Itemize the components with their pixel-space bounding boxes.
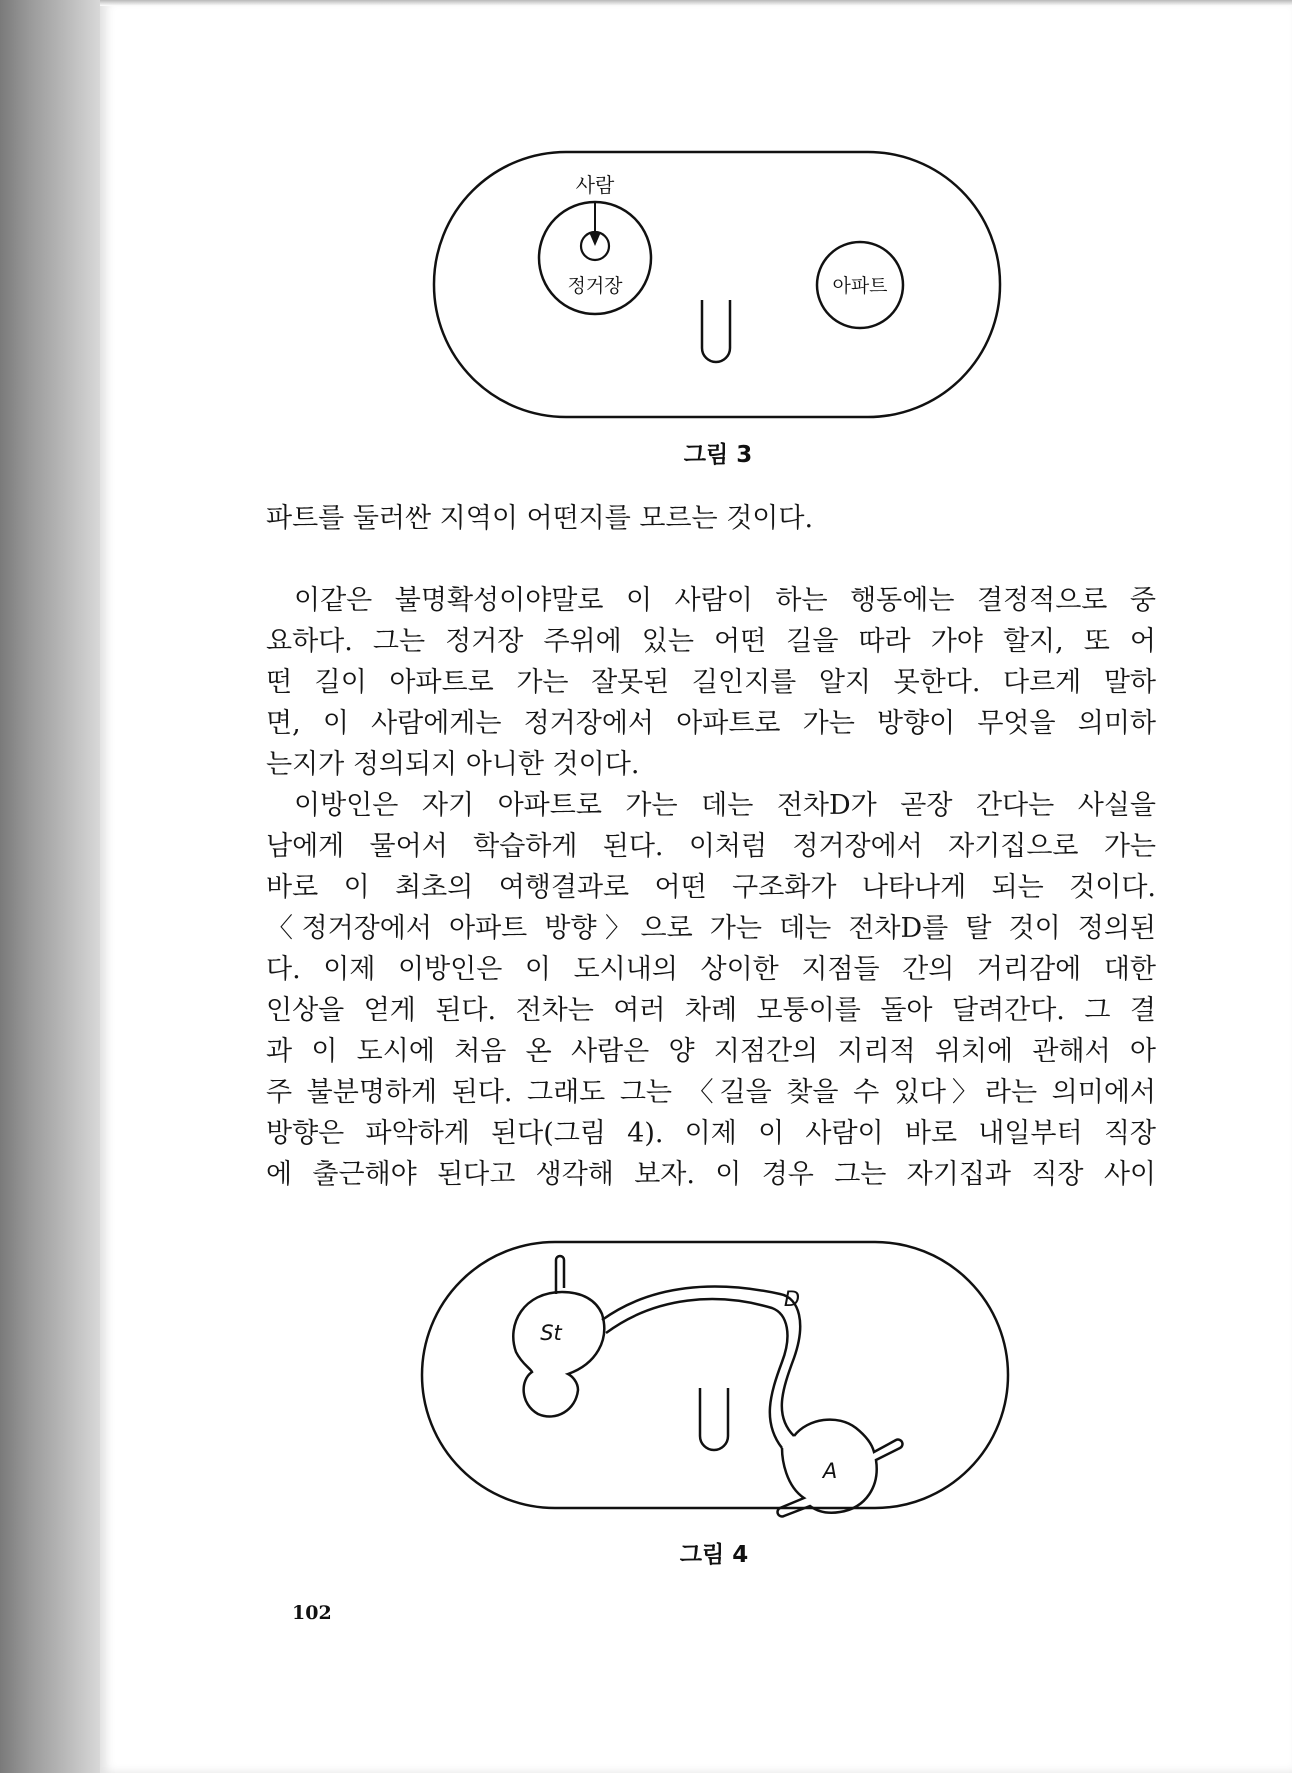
city-boundary bbox=[422, 1242, 1008, 1508]
text-line: 다. 이제 이방인은 이 도시내의 상이한 지점들 간의 거리감에 대한 bbox=[266, 954, 1156, 985]
text-line: 이방인은 자기 아파트로 가는 데는 전차D가 곧장 간다는 사실을 bbox=[294, 790, 1156, 821]
tram-label: D bbox=[783, 1287, 801, 1311]
text-line: 요하다. 그는 정거장 주위에 있는 어떤 길을 따라 가야 할지, 또 어 bbox=[266, 626, 1156, 657]
text-line: 는지가 정의되지 아니한 것이다. bbox=[266, 749, 640, 780]
person-label: 사람 bbox=[575, 173, 615, 197]
station-label: St bbox=[540, 1321, 562, 1345]
page-number: 102 bbox=[292, 1602, 332, 1624]
city-boundary bbox=[434, 152, 1000, 417]
tram-route-outer bbox=[606, 1299, 787, 1448]
apartment-blob bbox=[778, 1420, 903, 1517]
text-line: 남에게 물어서 학습하게 된다. 이처럼 정거장에서 자기집으로 가는 bbox=[266, 831, 1156, 862]
figure-4-diagram bbox=[420, 1240, 1010, 1520]
figure-3-caption: 그림 3 bbox=[683, 442, 753, 468]
text-line: 이같은 불명확성이야말로 이 사람이 하는 행동에는 결정적으로 중 bbox=[294, 585, 1156, 616]
person-arrow-head bbox=[589, 232, 601, 246]
apartment-label: 아파트 bbox=[832, 275, 888, 297]
text-line: 면, 이 사람에게는 정거장에서 아파트로 가는 방향이 무엇을 의미하 bbox=[266, 708, 1156, 739]
station-label: 정거장 bbox=[567, 275, 623, 297]
station-blob bbox=[513, 1292, 604, 1417]
figure-3-diagram bbox=[432, 150, 1002, 425]
book-spine-edge bbox=[0, 0, 100, 1773]
body-text bbox=[266, 580, 1156, 1195]
text-line: 주 불분명하게 된다. 그래도 그는 〈길을 찾을 수 있다〉라는 의미에서 bbox=[266, 1077, 1156, 1108]
text-line: 〈정거장에서 아파트 방향〉으로 가는 데는 전차D를 탈 것이 정의된 bbox=[266, 913, 1156, 944]
station-spur bbox=[556, 1256, 564, 1294]
page-top-shadow bbox=[100, 0, 1292, 6]
apartment-label: A bbox=[822, 1459, 838, 1483]
figure-4-caption: 그림 4 bbox=[679, 1542, 749, 1568]
text-line: 바로 이 최초의 여행결과로 어떤 구조화가 나타나게 되는 것이다. bbox=[266, 872, 1156, 903]
text-line: 에 출근해야 된다고 생각해 보자. 이 경우 그는 자기집과 직장 사이 bbox=[266, 1159, 1156, 1190]
text-line: 떤 길이 아파트로 가는 잘못된 길인지를 알지 못한다. 다르게 말하 bbox=[266, 667, 1156, 698]
text-line: 인상을 얻게 된다. 전차는 여러 차례 모퉁이를 돌아 달려간다. 그 결 bbox=[266, 995, 1156, 1026]
text-line: 방향은 파악하게 된다(그림 4). 이제 이 사람이 바로 내일부터 직장 bbox=[266, 1118, 1156, 1149]
u-shaped-landmark bbox=[700, 1388, 728, 1450]
u-shaped-landmark bbox=[702, 300, 730, 362]
paragraph-continued bbox=[266, 498, 1156, 539]
text-line: 과 이 도시에 처음 온 사람은 양 지점간의 지리적 위치에 관해서 아 bbox=[266, 1036, 1156, 1067]
text-line: 파트를 둘러싼 지역이 어떤지를 모르는 것이다. bbox=[266, 503, 814, 534]
